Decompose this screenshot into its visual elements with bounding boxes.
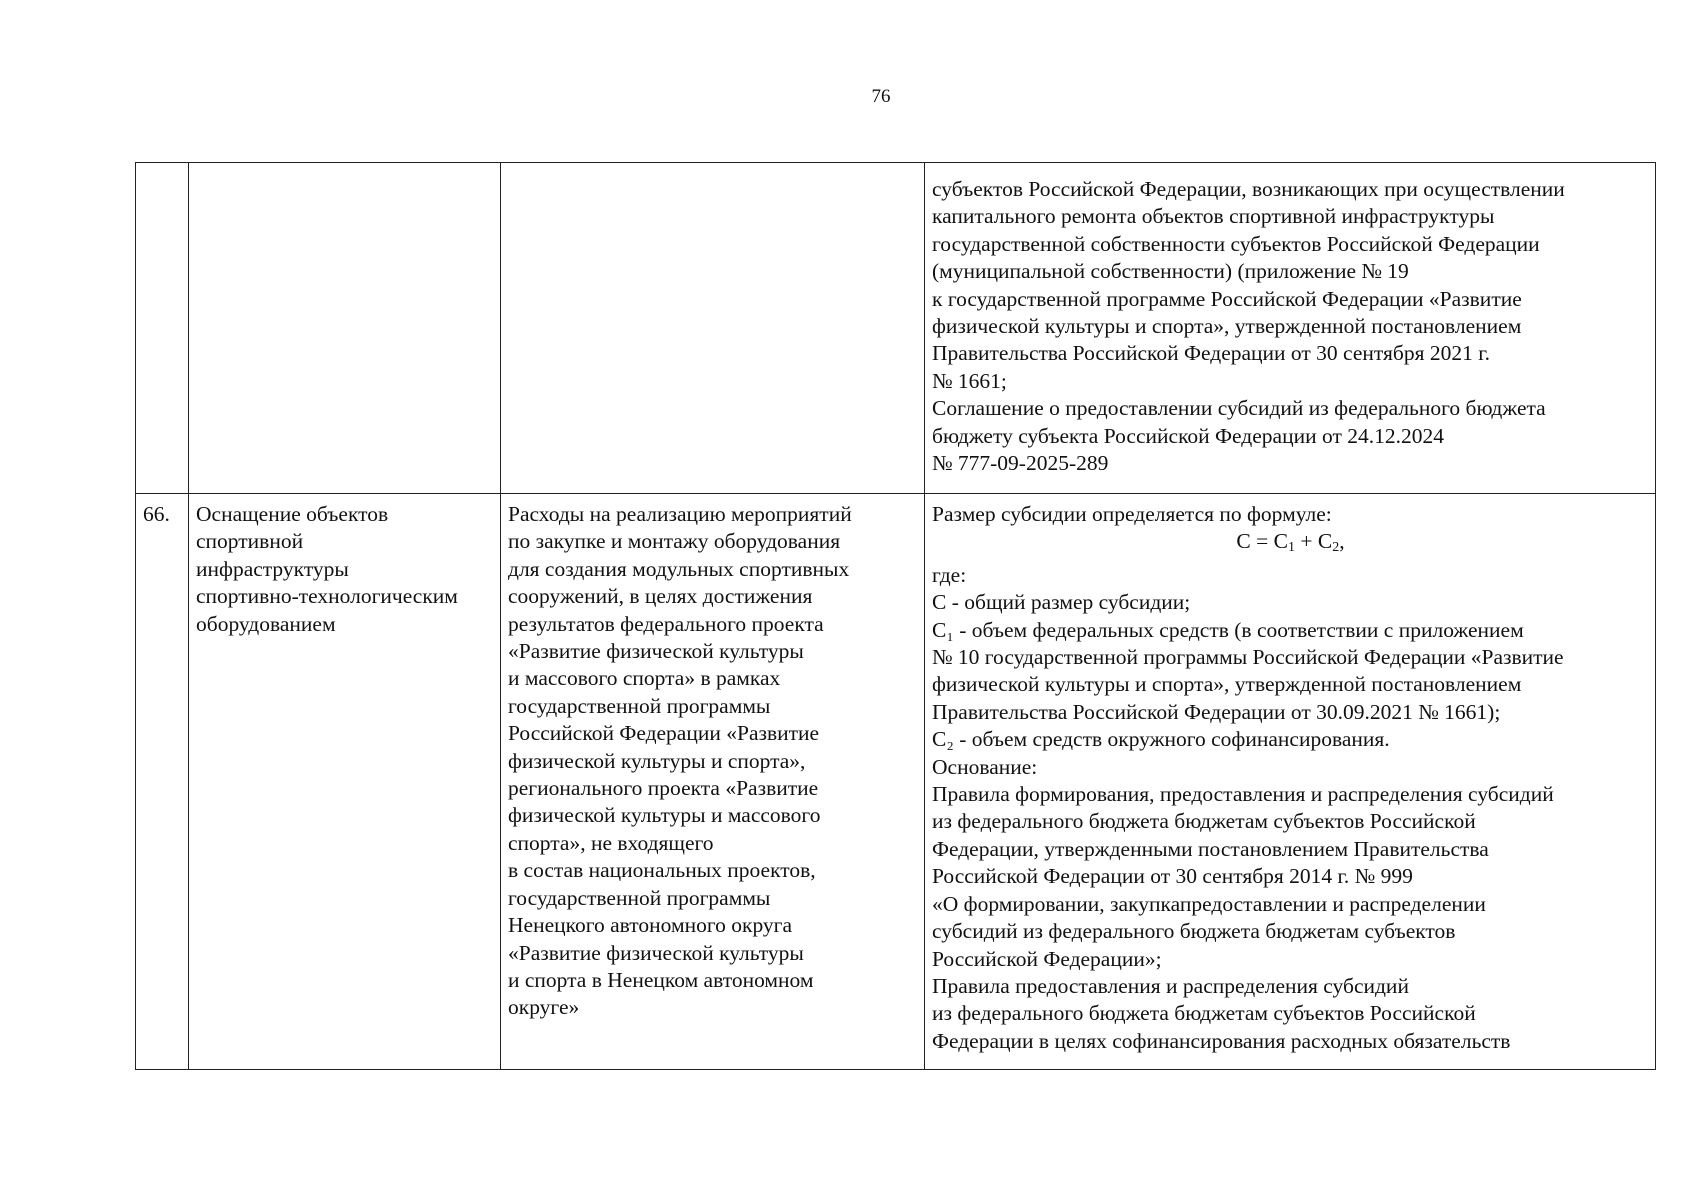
text-line: Российской Федерации «Развитие [508,721,820,746]
text-line: округе» [508,995,580,1020]
text-line: и массового спорта» в рамках [508,666,781,691]
text-line: из федерального бюджета бюджетам субъектов Российской [932,1001,1476,1026]
table-row [136,494,1656,1070]
text-line: регионального проекта «Развитие [508,776,819,801]
basis-cell [925,494,1656,1070]
text-line: в состав национальных проектов, [508,858,816,883]
text-line: «О формировании, закупкапредоставлении и распределении [932,891,1486,916]
text-line: С - общий размер субсидии; [932,590,1191,615]
text-line: Размер субсидии определяется по формуле: [932,502,1332,526]
text-line: Правила формирования, предоставления и распределения субсидий [932,782,1554,807]
text-line: Ненецкого автономного округа [508,913,793,938]
purpose-cell [501,163,925,494]
text-line: Федерации в целях софинансирования расходных обязательств [932,1028,1511,1053]
text-line: (муниципальной собственности) (приложение № 19 [932,259,1409,284]
text-line: физической культуры и спорта», утвержденной постановлением [932,672,1522,697]
text-line: № 1661; [932,368,1007,393]
subsidy-formula: $С = С_1 + С_2$, [1236,529,1345,556]
text-line: Оснащение объектов [196,502,389,526]
text-line: Федерации, утвержденными постановлением Правительства [932,836,1489,861]
table-row [136,163,1656,494]
text-line: «Развитие физической культуры [508,940,804,965]
text-line: где: [932,562,967,587]
text-line: С₁ - объем федеральных средств (в соответствии с приложением [932,617,1524,642]
basis-cell [925,163,1656,494]
text-line: «Развитие физической культуры [508,639,804,664]
text-line: бюджету субъекта Российской Федерации от 24.12.2024 [932,423,1444,448]
text-line: для создания модульных спортивных [508,556,850,581]
text-line: инфраструктуры [196,556,349,581]
text-line: государственной программы [508,693,771,718]
text-line: спортивно-технологическим [196,584,458,609]
text-line: субсидий из федерального бюджета бюджетам субъектов [932,919,1456,944]
row-number: 66. [143,502,170,526]
text-line: к государственной программе Российской Федерации «Развитие [932,286,1522,311]
text-line: капитального ремонта объектов спортивной инфраструктуры [932,204,1495,229]
text-line: государственной программы [508,885,771,910]
text-line: Правила предоставления и распределения субсидий [932,973,1409,998]
text-line: Правительства Российской Федерации от 30.09.2021 № 1661); [932,699,1501,724]
row-number-cell [136,494,189,1070]
text-line: Российской Федерации от 30 сентября 2014 г. № 999 [932,864,1413,889]
text-line: физической культуры и спорта», [508,748,806,773]
purpose-cell [501,494,925,1070]
text-line: № 777-09-2025-289 [932,451,1109,476]
activity-name-cell [189,163,501,494]
document-table [135,162,1656,1070]
text-line: из федерального бюджета бюджетам субъектов Российской [932,809,1476,834]
text-line: оборудованием [196,611,336,636]
text-line: спорта», не входящего [508,830,714,855]
text-line: государственной собственности субъектов Российской Федерации [932,231,1540,256]
text-line: Правительства Российской Федерации от 30 сентября 2021 г. [932,341,1490,366]
text-line: № 10 государственной программы Российской Федерации «Развитие [932,645,1564,670]
text-line: результатов федерального проекта [508,611,824,636]
text-line: С₂ - объем средств окружного софинансирования. [932,727,1390,752]
text-line: Основание: [932,754,1038,779]
text-line: спортивной [196,529,304,554]
row-number-cell [136,163,189,494]
text-line: физической культуры и массового [508,803,821,828]
page-number: 76 [871,86,891,107]
text-line: Расходы на реализацию мероприятий [508,502,852,526]
text-line: сооружений, в целях достижения [508,584,813,609]
text-line: Российской Федерации»; [932,946,1162,971]
text-line: субъектов Российской Федерации, возникающих при осуществлении [932,177,1565,201]
text-line: и спорта в Ненецком автономном [508,967,814,992]
text-line: Соглашение о предоставлении субсидий из федерального бюджета [932,396,1546,421]
text-line: по закупке и монтажу оборудования [508,529,841,554]
activity-name-cell [189,494,501,1070]
text-line: физической культуры и спорта», утвержденной постановлением [932,314,1522,339]
